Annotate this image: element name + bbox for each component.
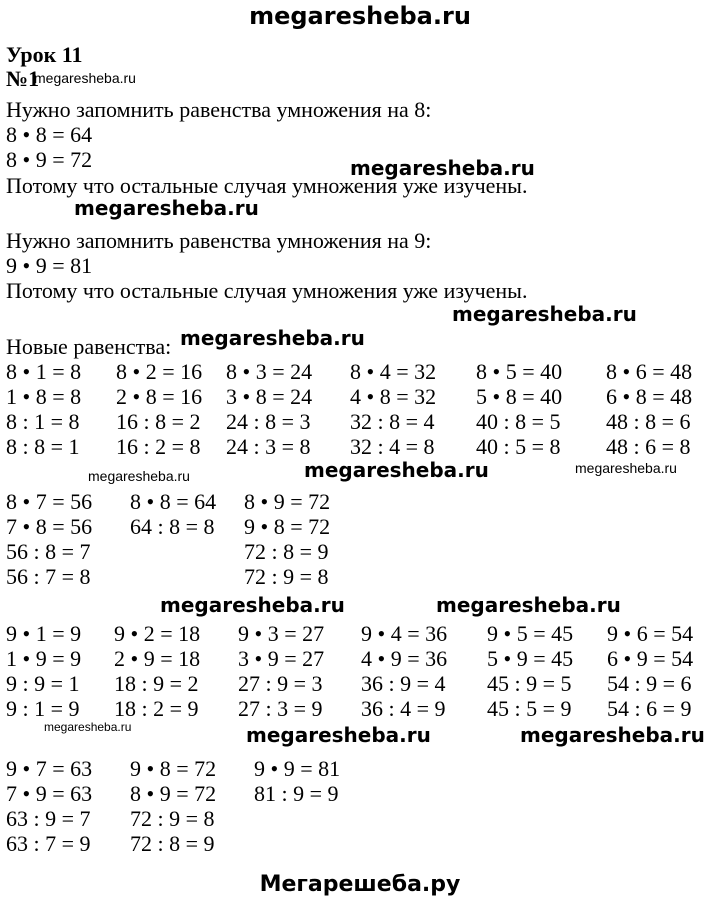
task-number: №1 bbox=[6, 66, 40, 91]
equation: 63 : 7 = 9 bbox=[6, 831, 91, 856]
equation: 24 : 3 = 8 bbox=[226, 434, 311, 459]
equation: 45 : 9 = 5 bbox=[487, 671, 572, 696]
equation: 72 : 8 = 9 bbox=[130, 831, 215, 856]
equation: 9 • 1 = 9 bbox=[6, 621, 82, 646]
text-line: Потому что остальные случая умножения уже изучены. bbox=[6, 278, 528, 303]
equation: 8 • 9 = 72 bbox=[244, 489, 331, 514]
watermark: megaresheba.ru bbox=[304, 458, 489, 482]
lesson-title: Урок 11 bbox=[6, 42, 83, 67]
equation: 54 : 9 = 6 bbox=[607, 671, 692, 696]
watermark: megaresheba.ru bbox=[44, 720, 132, 734]
equation: 45 : 5 = 9 bbox=[487, 696, 572, 721]
equation: 48 : 6 = 8 bbox=[606, 434, 691, 459]
equation: 9 : 9 = 1 bbox=[6, 671, 80, 696]
equation: 36 : 9 = 4 bbox=[361, 671, 446, 696]
equation: 18 : 2 = 9 bbox=[114, 696, 199, 721]
text-line: Новые равенства: bbox=[6, 334, 172, 359]
equation: 3 • 9 = 27 bbox=[238, 646, 325, 671]
watermark: megaresheba.ru bbox=[34, 70, 136, 86]
equation: 48 : 8 = 6 bbox=[606, 409, 691, 434]
equation: 64 : 8 = 8 bbox=[130, 514, 215, 539]
equation: 2 • 8 = 16 bbox=[116, 384, 203, 409]
equation: 54 : 6 = 9 bbox=[607, 696, 692, 721]
equation: 8 • 7 = 56 bbox=[6, 489, 93, 514]
equation: 8 • 1 = 8 bbox=[6, 359, 82, 384]
watermark: megaresheba.ru bbox=[74, 196, 259, 220]
watermark: megaresheba.ru bbox=[88, 468, 190, 484]
equation: 8 • 9 = 72 bbox=[130, 781, 217, 806]
equation: 32 : 4 = 8 bbox=[350, 434, 435, 459]
equation: 4 • 9 = 36 bbox=[361, 646, 448, 671]
site-header: megaresheba.ru bbox=[249, 2, 471, 30]
watermark: megaresheba.ru bbox=[575, 460, 677, 476]
watermark: megaresheba.ru bbox=[180, 326, 365, 350]
equation: 27 : 9 = 3 bbox=[238, 671, 323, 696]
equation: 5 • 9 = 45 bbox=[487, 646, 574, 671]
equation: 8 • 2 = 16 bbox=[116, 359, 203, 384]
equation: 8 • 4 = 32 bbox=[350, 359, 437, 384]
equation: 7 • 8 = 56 bbox=[6, 514, 93, 539]
equation: 63 : 9 = 7 bbox=[6, 806, 91, 831]
equation: 1 • 8 = 8 bbox=[6, 384, 82, 409]
equation: 9 • 9 = 81 bbox=[6, 253, 93, 278]
equation: 72 : 9 = 8 bbox=[244, 564, 329, 589]
equation: 9 • 2 = 18 bbox=[114, 621, 201, 646]
watermark: megaresheba.ru bbox=[160, 593, 345, 617]
equation: 9 • 4 = 36 bbox=[361, 621, 448, 646]
equation: 36 : 4 = 9 bbox=[361, 696, 446, 721]
text-line: Нужно запомнить равенства умножения на 8: bbox=[6, 97, 432, 122]
equation: 40 : 8 = 5 bbox=[476, 409, 561, 434]
equation: 9 • 8 = 72 bbox=[244, 514, 331, 539]
equation: 24 : 8 = 3 bbox=[226, 409, 311, 434]
watermark: megaresheba.ru bbox=[246, 723, 431, 747]
equation: 2 • 9 = 18 bbox=[114, 646, 201, 671]
text-line: Нужно запомнить равенства умножения на 9: bbox=[6, 228, 432, 253]
equation: 8 • 5 = 40 bbox=[476, 359, 563, 384]
equation: 18 : 9 = 2 bbox=[114, 671, 199, 696]
equation: 9 : 1 = 9 bbox=[6, 696, 80, 721]
equation: 81 : 9 = 9 bbox=[254, 781, 339, 806]
equation: 72 : 8 = 9 bbox=[244, 539, 329, 564]
equation: 8 • 6 = 48 bbox=[606, 359, 693, 384]
text-line: Потому что остальные случая умножения уже изучены. bbox=[6, 173, 528, 198]
equation: 16 : 2 = 8 bbox=[116, 434, 201, 459]
equation: 9 • 5 = 45 bbox=[487, 621, 574, 646]
equation: 9 • 9 = 81 bbox=[254, 756, 341, 781]
equation: 8 : 8 = 1 bbox=[6, 434, 80, 459]
equation: 8 • 8 = 64 bbox=[130, 489, 217, 514]
equation: 8 : 1 = 8 bbox=[6, 409, 80, 434]
watermark: megaresheba.ru bbox=[350, 156, 535, 180]
equation: 3 • 8 = 24 bbox=[226, 384, 313, 409]
equation: 7 • 9 = 63 bbox=[6, 781, 93, 806]
equation: 9 • 7 = 63 bbox=[6, 756, 93, 781]
equation: 6 • 9 = 54 bbox=[607, 646, 694, 671]
equation: 4 • 8 = 32 bbox=[350, 384, 437, 409]
equation: 6 • 8 = 48 bbox=[606, 384, 693, 409]
equation: 5 • 8 = 40 bbox=[476, 384, 563, 409]
equation: 40 : 5 = 8 bbox=[476, 434, 561, 459]
equation: 8 • 8 = 64 bbox=[6, 122, 93, 147]
equation: 9 • 3 = 27 bbox=[238, 621, 325, 646]
equation: 32 : 8 = 4 bbox=[350, 409, 435, 434]
equation: 27 : 3 = 9 bbox=[238, 696, 323, 721]
equation: 1 • 9 = 9 bbox=[6, 646, 82, 671]
equation: 9 • 6 = 54 bbox=[607, 621, 694, 646]
footer: Мегарешеба.ру bbox=[259, 872, 461, 897]
equation: 8 • 3 = 24 bbox=[226, 359, 313, 384]
equation: 8 • 9 = 72 bbox=[6, 147, 93, 172]
equation: 56 : 7 = 8 bbox=[6, 564, 91, 589]
watermark: megaresheba.ru bbox=[520, 723, 705, 747]
equation: 9 • 8 = 72 bbox=[130, 756, 217, 781]
equation: 16 : 8 = 2 bbox=[116, 409, 201, 434]
watermark: megaresheba.ru bbox=[452, 302, 637, 326]
equation: 56 : 8 = 7 bbox=[6, 539, 91, 564]
equation: 72 : 9 = 8 bbox=[130, 806, 215, 831]
watermark: megaresheba.ru bbox=[436, 593, 621, 617]
